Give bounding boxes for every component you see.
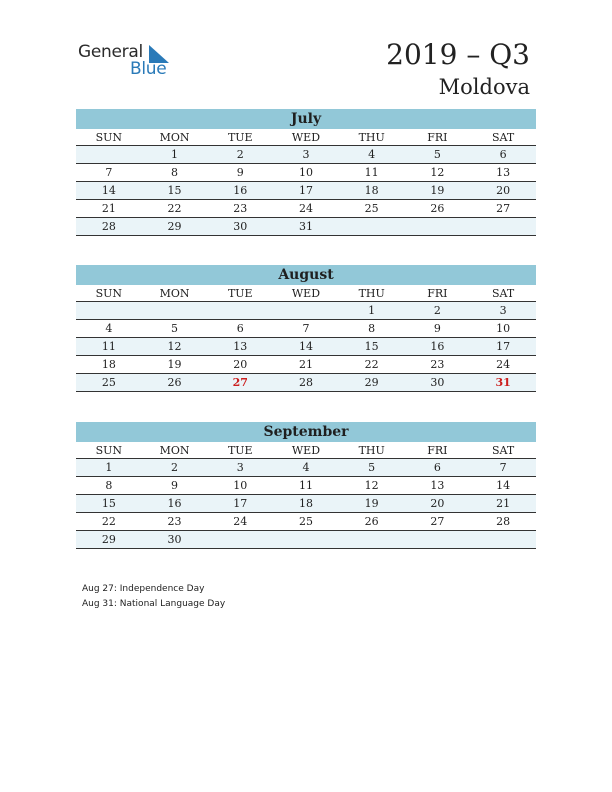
- day-cell: 9: [142, 477, 208, 495]
- holiday-notes: [82, 582, 225, 612]
- weekday-header: THU: [339, 285, 405, 302]
- week-row: [76, 477, 536, 495]
- day-cell: 23: [207, 200, 273, 218]
- day-cell: 23: [142, 513, 208, 531]
- day-cell: 29: [142, 218, 208, 236]
- week-row: [76, 164, 536, 182]
- day-cell: 15: [76, 495, 142, 513]
- day-cell: 3: [470, 302, 536, 320]
- weekday-header: TUE: [207, 285, 273, 302]
- day-cell: 21: [470, 495, 536, 513]
- day-cell: 31: [470, 374, 536, 392]
- day-cell: 18: [76, 356, 142, 374]
- month-block-july: [76, 109, 536, 236]
- day-cell: 6: [470, 146, 536, 164]
- weekday-header: SUN: [76, 285, 142, 302]
- day-cell: 14: [470, 477, 536, 495]
- day-cell: 28: [273, 374, 339, 392]
- day-cell: 27: [470, 200, 536, 218]
- day-cell: 1: [339, 302, 405, 320]
- logo-general-text: General: [78, 42, 143, 62]
- month-grid: [76, 442, 536, 549]
- week-row: [76, 218, 536, 236]
- day-cell: 25: [339, 200, 405, 218]
- week-row: [76, 513, 536, 531]
- day-cell: 7: [470, 459, 536, 477]
- day-cell: 16: [142, 495, 208, 513]
- logo-blue-text: Blue: [130, 59, 167, 79]
- day-cell: 10: [207, 477, 273, 495]
- day-cell: 5: [405, 146, 471, 164]
- week-row: [76, 374, 536, 392]
- day-cell: 16: [207, 182, 273, 200]
- week-row: [76, 459, 536, 477]
- day-cell: 8: [142, 164, 208, 182]
- weekday-header: THU: [339, 129, 405, 146]
- weekday-header: TUE: [207, 129, 273, 146]
- week-row: [76, 356, 536, 374]
- day-cell: 26: [142, 374, 208, 392]
- empty-day-cell: [339, 218, 405, 236]
- weekday-header: WED: [273, 285, 339, 302]
- empty-day-cell: [207, 531, 273, 549]
- day-cell: 17: [273, 182, 339, 200]
- day-cell: 5: [339, 459, 405, 477]
- day-cell: 13: [207, 338, 273, 356]
- weekday-header: MON: [142, 129, 208, 146]
- day-cell: 8: [339, 320, 405, 338]
- week-row: [76, 302, 536, 320]
- day-cell: 30: [207, 218, 273, 236]
- empty-day-cell: [470, 218, 536, 236]
- day-cell: 10: [273, 164, 339, 182]
- day-cell: 22: [76, 513, 142, 531]
- day-cell: 2: [207, 146, 273, 164]
- weekday-header: WED: [273, 442, 339, 459]
- day-cell: 11: [339, 164, 405, 182]
- day-cell: 11: [76, 338, 142, 356]
- day-cell: 16: [405, 338, 471, 356]
- day-cell: 29: [339, 374, 405, 392]
- holiday-note: Aug 27: Independence Day: [82, 584, 205, 594]
- month-block-august: [76, 265, 536, 392]
- day-cell: 3: [207, 459, 273, 477]
- day-cell: 19: [405, 182, 471, 200]
- week-row: [76, 531, 536, 549]
- empty-day-cell: [273, 302, 339, 320]
- day-cell: 6: [405, 459, 471, 477]
- day-cell: 22: [339, 356, 405, 374]
- weekday-header: MON: [142, 285, 208, 302]
- day-cell: 11: [273, 477, 339, 495]
- empty-day-cell: [76, 302, 142, 320]
- weekday-header: SAT: [470, 285, 536, 302]
- month-grid: [76, 285, 536, 392]
- day-cell: 2: [142, 459, 208, 477]
- day-cell: 7: [273, 320, 339, 338]
- empty-day-cell: [273, 531, 339, 549]
- day-cell: 1: [76, 459, 142, 477]
- day-cell: 6: [207, 320, 273, 338]
- day-cell: 4: [76, 320, 142, 338]
- day-cell: 10: [470, 320, 536, 338]
- day-cell: 13: [470, 164, 536, 182]
- day-cell: 24: [470, 356, 536, 374]
- day-cell: 14: [76, 182, 142, 200]
- empty-day-cell: [142, 302, 208, 320]
- day-cell: 20: [405, 495, 471, 513]
- day-cell: 27: [207, 374, 273, 392]
- day-cell: 21: [273, 356, 339, 374]
- day-cell: 26: [405, 200, 471, 218]
- month-block-september: [76, 422, 536, 549]
- day-cell: 20: [470, 182, 536, 200]
- empty-day-cell: [76, 146, 142, 164]
- day-cell: 14: [273, 338, 339, 356]
- weekday-header: FRI: [405, 129, 471, 146]
- day-cell: 17: [207, 495, 273, 513]
- weekday-header: SAT: [470, 442, 536, 459]
- day-cell: 12: [142, 338, 208, 356]
- week-row: [76, 200, 536, 218]
- day-cell: 4: [273, 459, 339, 477]
- generalblue-logo: [78, 42, 178, 82]
- day-cell: 30: [142, 531, 208, 549]
- week-row: [76, 338, 536, 356]
- day-cell: 29: [76, 531, 142, 549]
- empty-day-cell: [207, 302, 273, 320]
- empty-day-cell: [405, 531, 471, 549]
- day-cell: 4: [339, 146, 405, 164]
- day-cell: 1: [142, 146, 208, 164]
- day-cell: 12: [339, 477, 405, 495]
- day-cell: 26: [339, 513, 405, 531]
- day-cell: 5: [142, 320, 208, 338]
- day-cell: 19: [339, 495, 405, 513]
- month-name: July: [76, 109, 536, 129]
- day-cell: 12: [405, 164, 471, 182]
- day-cell: 25: [273, 513, 339, 531]
- empty-day-cell: [339, 531, 405, 549]
- weekday-header: SUN: [76, 442, 142, 459]
- day-cell: 9: [207, 164, 273, 182]
- weekday-header: TUE: [207, 442, 273, 459]
- empty-day-cell: [470, 531, 536, 549]
- weekday-header: THU: [339, 442, 405, 459]
- week-row: [76, 146, 536, 164]
- page-title: 2019 – Q3: [386, 38, 530, 71]
- weekday-header: SAT: [470, 129, 536, 146]
- day-cell: 24: [273, 200, 339, 218]
- day-cell: 9: [405, 320, 471, 338]
- week-row: [76, 495, 536, 513]
- month-grid: [76, 129, 536, 236]
- day-cell: 17: [470, 338, 536, 356]
- day-cell: 7: [76, 164, 142, 182]
- day-cell: 30: [405, 374, 471, 392]
- weekday-header: FRI: [405, 442, 471, 459]
- day-cell: 21: [76, 200, 142, 218]
- day-cell: 2: [405, 302, 471, 320]
- day-cell: 23: [405, 356, 471, 374]
- week-row: [76, 320, 536, 338]
- day-cell: 28: [76, 218, 142, 236]
- weekday-header: SUN: [76, 129, 142, 146]
- day-cell: 27: [405, 513, 471, 531]
- day-cell: 18: [339, 182, 405, 200]
- country-name: Moldova: [438, 75, 530, 99]
- week-row: [76, 182, 536, 200]
- day-cell: 8: [76, 477, 142, 495]
- day-cell: 31: [273, 218, 339, 236]
- holiday-note: Aug 31: National Language Day: [82, 599, 226, 609]
- day-cell: 28: [470, 513, 536, 531]
- day-cell: 22: [142, 200, 208, 218]
- day-cell: 3: [273, 146, 339, 164]
- day-cell: 15: [142, 182, 208, 200]
- day-cell: 19: [142, 356, 208, 374]
- weekday-header: FRI: [405, 285, 471, 302]
- weekday-header: MON: [142, 442, 208, 459]
- month-name: August: [76, 265, 536, 285]
- day-cell: 18: [273, 495, 339, 513]
- month-name: September: [76, 422, 536, 442]
- day-cell: 25: [76, 374, 142, 392]
- day-cell: 20: [207, 356, 273, 374]
- day-cell: 15: [339, 338, 405, 356]
- day-cell: 13: [405, 477, 471, 495]
- empty-day-cell: [405, 218, 471, 236]
- weekday-header: WED: [273, 129, 339, 146]
- day-cell: 24: [207, 513, 273, 531]
